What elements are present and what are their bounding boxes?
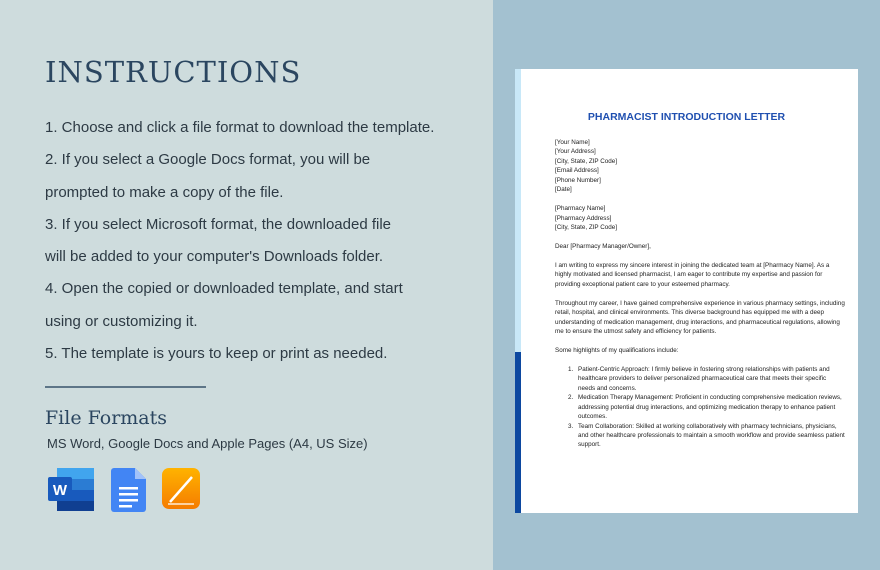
file-formats-title: File Formats — [45, 407, 168, 429]
recipient-line: [City, State, ZIP Code] — [555, 224, 618, 232]
sender-line: [Date] — [555, 186, 572, 194]
list-item: 1. Patient-Centric Approach: I firmly believe in fostering strong relationships with patients and healthcare providers to deliver personalized pharmaceutical care that meets their specific needs and concerns. — [575, 365, 845, 393]
step-line: 3. If you select Microsoft format, the downloaded file — [45, 215, 392, 233]
list-item: 2. Medication Therapy Management: Proficient in conducting comprehensive medication reviews, addressing potential drug interactions, and optimizing medication therapy to enhance patient outcomes. — [575, 393, 845, 421]
step-line: prompted to make a copy of the file. — [45, 183, 284, 201]
recipient-line: [Pharmacy Name] — [555, 205, 606, 213]
paragraph: I am writing to express my sincere interest in joining the dedicated team at [Pharmacy Name]. As a highly motivated and licensed pharmacist, I am eager to contribute my expertise and passion for providing exceptional patient care to your esteemed pharmacy. — [555, 261, 830, 288]
document-body — [555, 138, 845, 450]
recipient-block — [555, 204, 845, 232]
sender-line: [Your Name] — [555, 139, 590, 146]
salutation: Dear [Pharmacy Manager/Owner], — [555, 242, 651, 250]
document-preview — [515, 69, 858, 513]
paragraph: Throughout my career, I have gained comprehensive experience in various pharmacy settings, including retail, hospital, and clinical environments. This diverse background has equipped me with a deep understanding of medication management, drug interactions, and pharmaceutical regulations, allowing me to ensure the utmost safety and efficiency for patients. — [555, 299, 845, 335]
sender-line: [City, State, ZIP Code] — [555, 157, 618, 165]
accent-bar-dark — [515, 352, 521, 513]
recipient-line: [Pharmacy Address] — [555, 214, 612, 222]
file-formats-subtitle: MS Word, Google Docs and Apple Pages (A4, US Size) — [47, 436, 368, 451]
divider — [45, 386, 206, 388]
sender-line: [Your Address] — [555, 148, 596, 156]
ms-word-icon[interactable] — [48, 468, 88, 510]
step-line: 4. Open the copied or downloaded template, and start — [45, 280, 403, 298]
paragraph: Some highlights of my qualifications include: — [555, 346, 679, 354]
sender-line: [Phone Number] — [555, 176, 601, 184]
document-title: PHARMACIST INTRODUCTION LETTER — [587, 111, 786, 123]
qualifications-list — [555, 365, 845, 450]
google-docs-icon[interactable] — [111, 468, 151, 510]
step-line: 2. If you select a Google Docs format, you will be — [45, 151, 371, 169]
list-item: 3. Team Collaboration: Skilled at working collaboratively with pharmacy technicians, physicians, and other healthcare professionals to maintain a smooth workflow and provide seamless patient support. — [575, 422, 845, 450]
apple-pages-icon[interactable] — [162, 468, 202, 510]
step-line: 1. Choose and click a file format to download the template. — [45, 119, 435, 136]
word-letter: W — [52, 482, 68, 499]
sender-block — [555, 138, 845, 195]
instruction-steps — [45, 112, 434, 370]
instructions-heading: INSTRUCTIONS — [45, 55, 302, 89]
step-line: using or customizing it. — [45, 312, 198, 330]
step-line: will be added to your computer's Downloads folder. — [45, 248, 384, 266]
sender-line: [Email Address] — [555, 167, 599, 175]
step-line: 5. The template is yours to keep or print as needed. — [45, 345, 388, 363]
